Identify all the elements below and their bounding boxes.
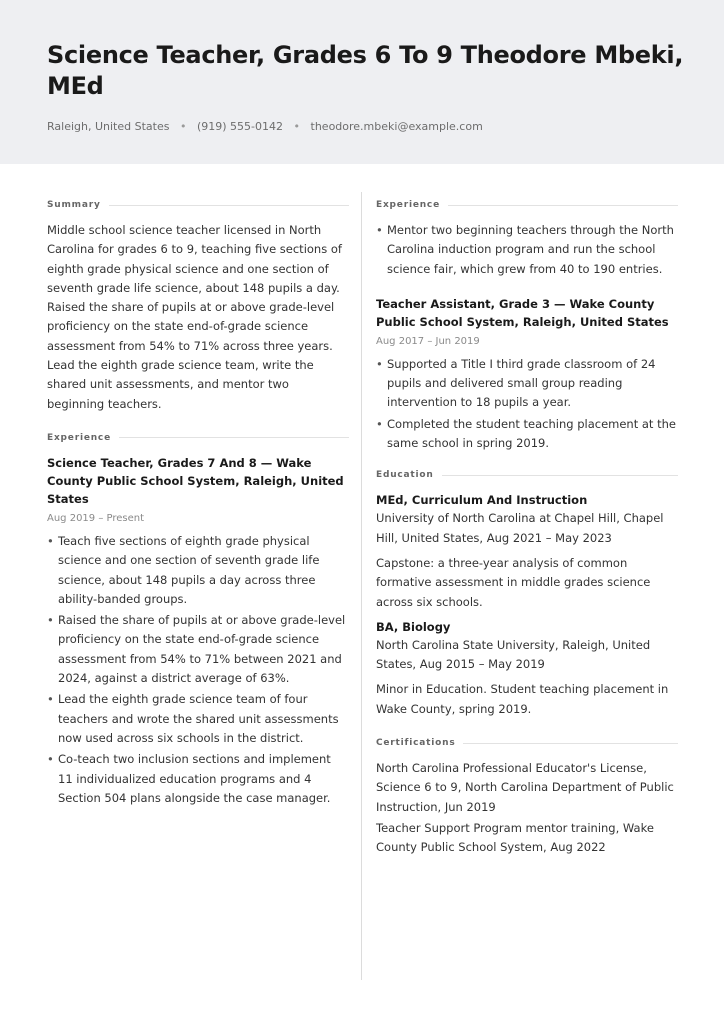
edu-school: University of North Carolina at Chapel Hill, Chapel Hill, United States, Aug 2021 – May 2023 — [376, 511, 664, 545]
section-title-experience: Experience — [47, 432, 349, 444]
left-column — [47, 199, 349, 810]
contact-line — [47, 120, 483, 133]
section-title-education: Education — [376, 469, 678, 481]
edu-degree: MEd, Curriculum And Instruction — [376, 493, 588, 508]
edu-school: North Carolina State University, Raleigh, United States, Aug 2015 – May 2019 — [376, 637, 651, 672]
contact-separator: • — [293, 120, 301, 133]
job-date: Aug 2017 – Jun 2019 — [376, 335, 480, 347]
bullet-item: • Mentor two beginning teachers through the North Carolina induction program and run the school science fair, which grew from 40 to 190 entries. — [376, 221, 678, 279]
job-title: Teacher Assistant, Grade 3 — Wake County Public School System, Raleigh, United States — [376, 296, 669, 329]
contact-location: Raleigh, United States — [47, 120, 170, 133]
job-bullets — [376, 355, 678, 453]
section-title-summary: Summary — [47, 199, 349, 211]
bullet-item: • Completed the student teaching placement at the same school in spring 2019. — [376, 415, 678, 454]
continued-bullets — [376, 221, 678, 279]
edu-note: Minor in Education. Student teaching placement in Wake County, spring 2019. — [376, 682, 669, 716]
job-bullets — [47, 532, 349, 808]
contact-email: theodore.mbeki@example.com — [310, 120, 483, 133]
bullet-item: • Supported a Title I third grade classroom of 24 pupils and delivered small group reading intervention to 18 pupils a year. — [376, 355, 678, 413]
section-title-experience-continued: Experience — [376, 199, 678, 211]
section-title-certifications: Certifications — [376, 737, 678, 749]
contact-phone: (919) 555-0142 — [196, 120, 284, 133]
bullet-item: • Teach five sections of eighth grade physical science and one section of seventh grade life science, about 148 pupils a day across three ability-banded groups. — [47, 532, 349, 609]
edu-degree: BA, Biology — [376, 619, 451, 634]
contact-separator: • — [179, 120, 187, 133]
bullet-item: • Lead the eighth grade science team of four teachers and wrote the shared unit assessments now used across six schools in the district. — [47, 690, 349, 748]
edu-note: Capstone: a three-year analysis of common formative assessment in middle grades science across six schools. — [376, 555, 651, 609]
education-item — [376, 491, 678, 611]
column-divider — [361, 192, 362, 980]
right-column — [376, 199, 678, 858]
resume-header — [0, 0, 724, 164]
education-item — [376, 618, 678, 719]
summary-text: Middle school science teacher licensed in North Carolina for grades 6 to 9, teaching five sections of eighth grade physical science and one section of seventh grade life science, about 148 pupils a day. Raised the share of pupils at or above grade-level proficiency on the state end-of-grade science assessment from 54% to 71% across three years. Lead the eighth grade science team, write the shared unit assessments, and mentor two beginning teachers. — [47, 223, 342, 411]
bullet-item: • Co-teach two inclusion sections and implement 11 individualized education programs and 4 Section 504 plans alongside the case manager. — [47, 750, 349, 808]
bullet-item: • Raised the share of pupils at or above grade-level proficiency on the state end-of-grade science assessment from 54% to 71% between 2021 and 2024, against a district average of 63%. — [47, 611, 349, 688]
job-title: Science Teacher, Grades 7 And 8 — Wake County Public School System, Raleigh, United States — [47, 455, 344, 506]
certification-item: Teacher Support Program mentor training, Wake County Public School System, Aug 2022 — [376, 820, 654, 855]
resume-name: Science Teacher, Grades 6 To 9 Theodore Mbeki, MEd — [47, 41, 684, 100]
job-date: Aug 2019 – Present — [47, 512, 145, 524]
certification-item: North Carolina Professional Educator's License, Science 6 to 9, North Carolina Department of Public Instruction, Jun 2019 — [376, 761, 674, 814]
